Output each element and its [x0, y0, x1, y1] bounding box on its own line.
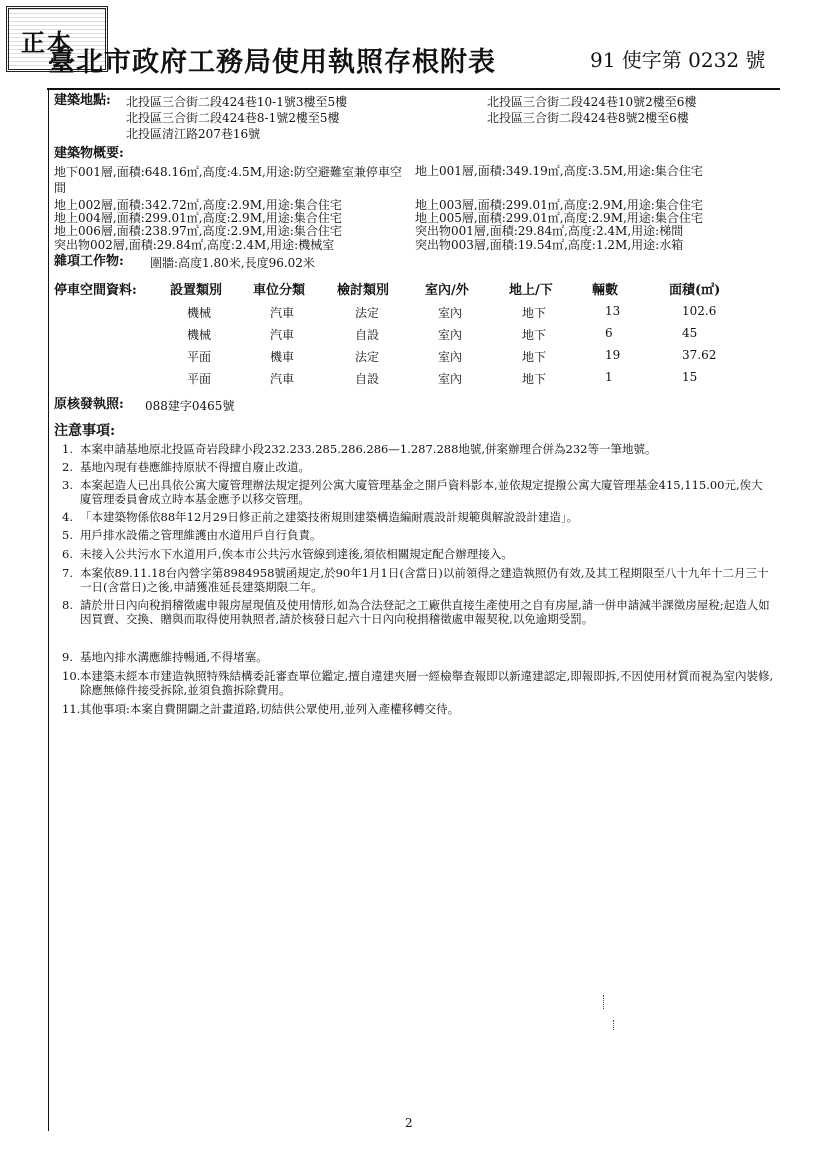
table-cell: 室內 [438, 306, 463, 320]
table-cell: 汽車 [270, 328, 295, 342]
note-number: 7. [62, 566, 73, 580]
note-item [62, 442, 774, 456]
note-item [62, 598, 774, 626]
note-item [62, 478, 774, 506]
note-text: 請於卅日內向稅捐稽徵處申報房屋現值及使用情形,如為合法登記之工廠供直接生產使用之自有房屋,請一併申請減半課徵房屋稅;起造人如因買賣、交換、贈與而取得使用執照者,請於核發日起六十日內向稅捐稽徵處申報契稅,以免逾期受罰。 [80, 598, 770, 626]
overview-rooftop: 突出物003層,面積:19.54㎡,高度:1.2M,用途:水箱 [415, 238, 684, 252]
table-cell: 平面 [187, 372, 212, 386]
table-cell: 汽車 [270, 372, 295, 386]
table-cell: 機械 [187, 306, 212, 320]
table-cell: 地下 [522, 350, 547, 364]
note-number: 9. [62, 650, 73, 664]
note-item [62, 566, 774, 594]
table-cell: 室內 [438, 372, 463, 386]
table-cell: 法定 [355, 350, 380, 364]
table-cell: 6 [605, 326, 613, 340]
note-text: 本案依89.11.18台內營字第8984958號函規定,於90年1月1日(含當日)以前領得之建造執照仍有效,及其工程期限至八十九年十二月三十一日(含當日)之後,申請獲准延長建築期限二年。 [80, 566, 769, 594]
note-item [62, 510, 774, 524]
note-number: 8. [62, 598, 73, 612]
table-cell: 汽車 [270, 306, 295, 320]
note-number: 3. [62, 478, 73, 492]
note-item [62, 650, 774, 664]
table-cell: 13 [605, 304, 621, 318]
parking-header: 面積(㎡) [669, 283, 721, 298]
overview-floor: 地上001層,面積:349.19㎡,高度:3.5M,用途:集合住宅 [415, 164, 703, 178]
table-cell: 地下 [522, 372, 547, 386]
note-number: 5. [62, 528, 73, 542]
table-cell: 自設 [355, 372, 380, 386]
table-cell: 地下 [522, 306, 547, 320]
table-cell: 45 [682, 326, 698, 340]
overview-rooftop: 突出物001層,面積:29.84㎡,高度:2.4M,用途:梯間 [415, 224, 684, 238]
note-number: 4. [62, 510, 73, 524]
table-cell: 15 [682, 370, 698, 384]
parking-header: 檢討類別 [337, 283, 390, 298]
note-text: 基地內現有巷應維持原狀不得擅自廢止改道。 [80, 460, 310, 474]
parking-header: 地上/下 [509, 283, 553, 298]
address-label: 建築地點: [54, 93, 111, 108]
table-cell: 自設 [355, 328, 380, 342]
note-item [62, 528, 774, 542]
note-text: 本建築未經本市建造執照特殊結構委託審查單位鑑定,擅自違建夾層一經檢舉查報即以新違建認定,即報即拆,不因使用材質而視為室內裝修,除應無條件接受拆除,並須負擔拆除費用。 [80, 669, 774, 697]
note-item [62, 669, 774, 697]
original-permit-value: 088建字0465號 [145, 399, 235, 413]
note-text: 用戶排水設備之管理維護由水道用戶自行負責。 [80, 528, 322, 542]
address-line: 北投區三合街二段424巷8號2樓至6樓 [487, 111, 689, 125]
note-text: 本案申請基地原北投區奇岩段肆小段232.233.285.286.286—1.287.288地號,併案辦理合併為232等一筆地號。 [80, 442, 657, 456]
table-cell: 室內 [438, 350, 463, 364]
note-text: 基地內排水溝應維持暢通,不得堵塞。 [80, 650, 268, 664]
note-item [62, 702, 774, 716]
note-number: 6. [62, 547, 73, 561]
overview-floor: 地上004層,面積:299.01㎡,高度:2.9M,用途:集合住宅 [54, 211, 342, 225]
overview-floor: 地上003層,面積:299.01㎡,高度:2.9M,用途:集合住宅 [415, 198, 703, 212]
parking-header: 室內/外 [425, 283, 469, 298]
overview-rooftop: 突出物002層,面積:29.84㎡,高度:2.4M,用途:機械室 [54, 238, 335, 252]
table-cell: 1 [605, 370, 613, 384]
address-line: 北投區清江路207巷16號 [126, 127, 261, 141]
notes-label: 注意事項: [54, 423, 116, 439]
note-number: 2. [62, 460, 73, 474]
table-cell: 平面 [187, 350, 212, 364]
parking-header: 車位分類 [253, 283, 306, 298]
note-number: 10. [62, 669, 81, 683]
table-cell: 機械 [187, 328, 212, 342]
frame-top-rule [47, 88, 780, 90]
note-item [62, 460, 774, 474]
table-cell: 機車 [270, 350, 295, 364]
table-cell: 19 [605, 348, 621, 362]
note-text: 未接入公共污水下水道用戶,俟本市公共污水管線到達後,須依相關規定配合辦理接入。 [80, 547, 513, 561]
table-cell: 102.6 [682, 304, 717, 318]
document-number: 91 使字第 0232 號 [590, 48, 766, 72]
table-cell: 室內 [438, 328, 463, 342]
note-text: 其他事項:本案自費開闢之計畫道路,切結供公眾使用,並列入產權移轉交待。 [80, 702, 460, 716]
overview-floor: 地上002層,面積:342.72㎡,高度:2.9M,用途:集合住宅 [54, 198, 342, 212]
page-title: 臺北市政府工務局使用執照存根附表 [48, 47, 496, 78]
table-cell: 地下 [522, 328, 547, 342]
parking-header: 設置類別 [170, 283, 223, 298]
misc-work-value: 圍牆:高度1.80米,長度96.02米 [150, 256, 315, 270]
scan-speck [603, 995, 607, 1009]
address-line: 北投區三合街二段424巷10-1號3樓至5樓 [126, 95, 348, 109]
original-permit-label: 原核發執照: [54, 397, 124, 412]
misc-work-label: 雜項工作物: [54, 254, 124, 269]
overview-label: 建築物概要: [54, 146, 124, 161]
note-item [62, 547, 774, 561]
note-text: 「本建築物係依88年12月29日修正前之建築技術規則建築構造編耐震設計規範與解說設計建造」。 [80, 510, 579, 524]
table-cell: 法定 [355, 306, 380, 320]
address-line: 北投區三合街二段424巷8-1號2樓至5樓 [126, 111, 340, 125]
note-text: 本案起造人已出具依公寓大廈管理辦法規定提列公寓大廈管理基金之開戶資料影本,並依規定提撥公寓大廈管理基金415,115.00元,俟大廈管理委員會成立時本基金應予以移交管理。 [80, 478, 763, 506]
overview-basement: 地下001層,面積:648.16㎡,高度:4.5M,用途:防空避難室兼停車空間 [54, 165, 402, 195]
stamp-text: 正本 [21, 28, 73, 57]
parking-header: 輛數 [592, 283, 619, 298]
note-number: 1. [62, 442, 73, 456]
table-cell: 37.62 [682, 348, 717, 362]
note-number: 11. [62, 702, 81, 716]
scan-speck [613, 1020, 617, 1030]
address-line: 北投區三合街二段424巷10號2樓至6樓 [487, 95, 697, 109]
overview-floor: 地上006層,面積:238.97㎡,高度:2.9M,用途:集合住宅 [54, 224, 342, 238]
frame-left-rule [48, 88, 49, 1131]
page-number: 2 [405, 1116, 413, 1130]
overview-floor: 地上005層,面積:299.01㎡,高度:2.9M,用途:集合住宅 [415, 211, 703, 225]
parking-label: 停車空間資料: [54, 283, 137, 298]
